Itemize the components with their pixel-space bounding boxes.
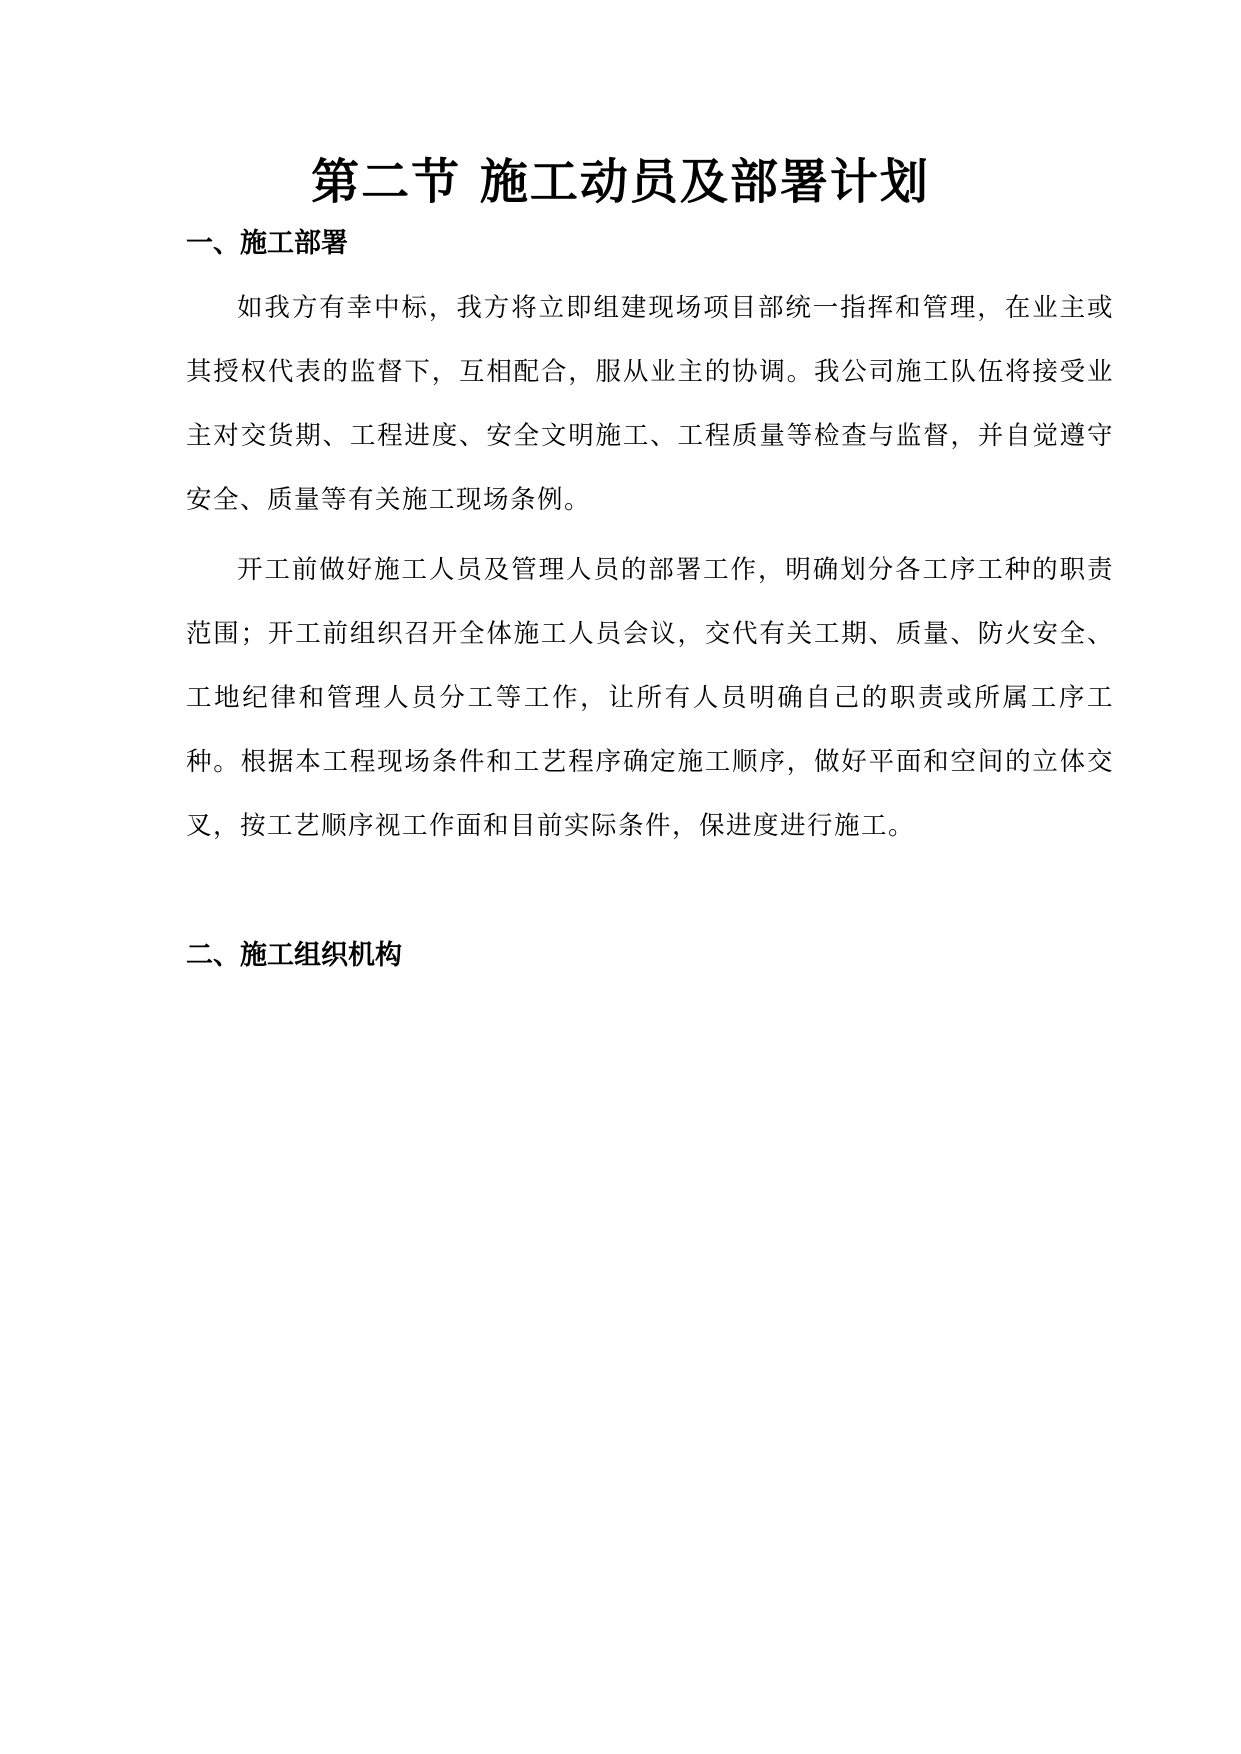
paragraph-deployment-2: 开工前做好施工人员及管理人员的部署工作，明确划分各工序工种的职责范围；开工前组织召开全体施工人员会议，交代有关工期、质量、防火安全、工地纪律和管理人员分工等工作，让所有人员明确自己的职责或所属工序工种。根据本工程现场条件和工艺程序确定施工顺序，做好平面和空间的立体交叉，按工艺顺序视工作面和目前实际条件，保进度进行施工。 [186,555,1114,841]
page-title: 第二节 施工动员及部署计划 [311,154,930,210]
section-heading-organization: 二、施工组织机构 [186,940,402,971]
section-heading-deployment: 一、施工部署 [186,228,348,259]
paragraph-deployment-1: 如我方有幸中标，我方将立即组建现场项目部统一指挥和管理，在业主或其授权代表的监督下，互相配合，服从业主的协调。我公司施工队伍将接受业主对交货期、工程进度、安全文明施工、工程质量等检查与监督，并自觉遵守安全、质量等有关施工现场条例。 [186,293,1114,515]
